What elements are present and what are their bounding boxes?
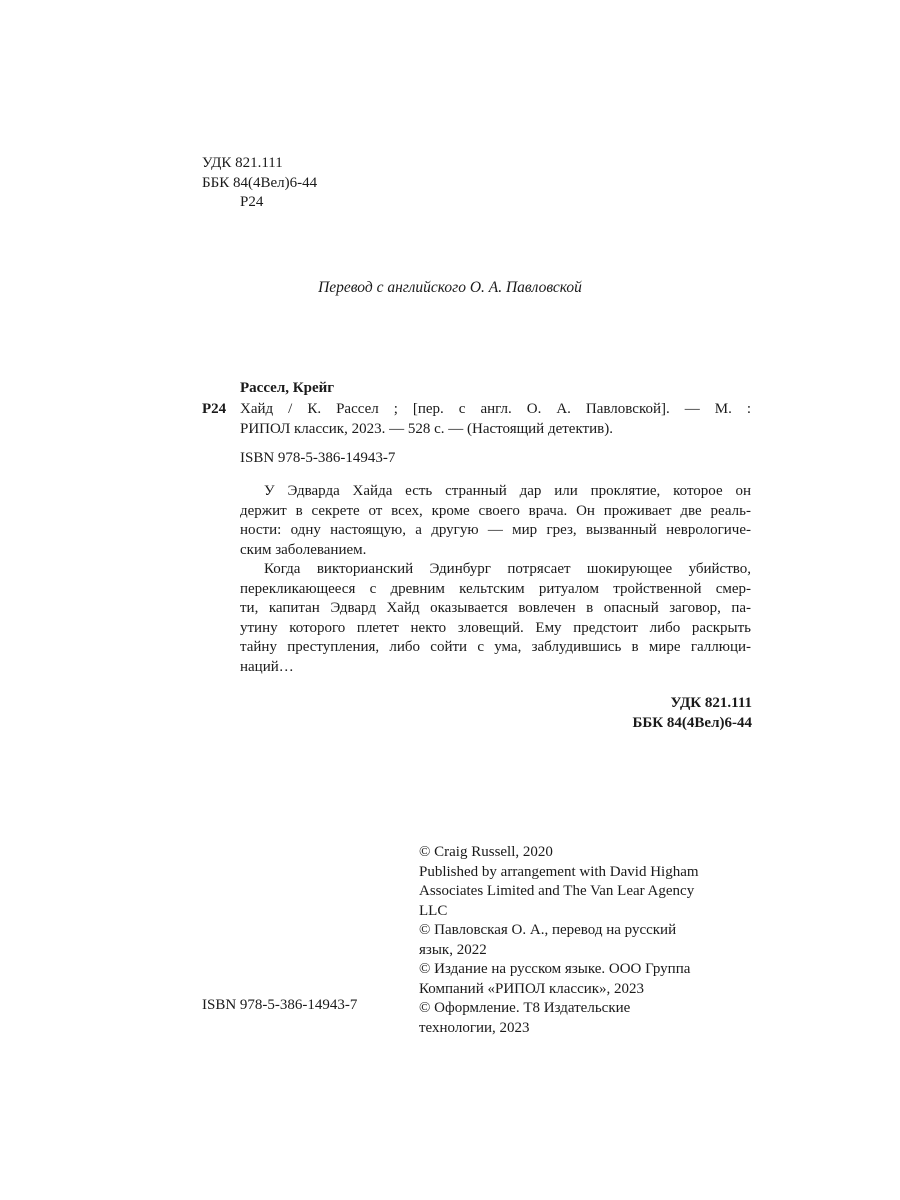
catalog-mark: Р24 <box>202 401 227 417</box>
udk-code: УДК 821.111 <box>202 155 283 171</box>
annotation-line: держит в секрете от всех, кроме своего врача. Он проживает две реаль- <box>240 502 751 519</box>
copyright-line: технологии, 2023 <box>419 1019 530 1036</box>
annotation-line: ти, капитан Эдвард Хайд оказывается вовлечен в опасный заговор, па- <box>240 600 751 616</box>
annotation-line: У Эдварда Хайда есть странный дар или проклятие, которое он <box>264 483 751 499</box>
copyright-line: Published by arrangement with David Higham <box>419 863 699 880</box>
classification-codes-top <box>202 154 317 213</box>
translator-note: Перевод с английского О. А. Павловской <box>318 279 582 296</box>
copyright-line: LLC <box>419 902 448 919</box>
copyright-line: Associates Limited and The Van Lear Agency <box>419 883 695 899</box>
udk-code: УДК 821.111 <box>670 695 752 711</box>
annotation-line: ности: одну настоящую, а другую — мир грез, вызванный неврологиче- <box>240 522 751 538</box>
annotation-line: ским заболеванием. <box>240 541 367 558</box>
bibliographic-description <box>240 400 751 439</box>
description-line: Хайд / К. Рассел ; [пер. с англ. О. А. Павловской]. — М. : <box>240 401 751 417</box>
copyright-line: язык, 2022 <box>419 941 487 958</box>
copyright-line: © Craig Russell, 2020 <box>419 844 553 860</box>
isbn-record: ISBN 978-5-386-14943-7 <box>240 450 396 466</box>
copyright-line: Компаний «РИПОЛ классик», 2023 <box>419 980 645 997</box>
description-line: РИПОЛ классик, 2023. — 528 с. — (Настоящий детектив). <box>240 420 613 437</box>
classification-codes-bottom <box>520 694 752 733</box>
annotation-line: перекликающееся с древним кельтским ритуалом тройственной смер- <box>240 580 751 597</box>
copyright-line: © Издание на русском языке. ООО Группа <box>419 961 691 977</box>
annotation-line: наций… <box>240 658 294 675</box>
annotation-line: тайну преступления, либо сойти с ума, заблудившись в мире галлюци- <box>240 639 751 655</box>
isbn-footer: ISBN 978-5-386-14943-7 <box>202 997 358 1013</box>
copyright-line: © Оформление. Т8 Издательские <box>419 1000 631 1016</box>
annotation-line: Когда викторианский Эдинбург потрясает шокирующее убийство, <box>264 561 751 577</box>
annotation <box>240 482 751 677</box>
copyright-block <box>419 843 749 1038</box>
author-heading: Рассел, Крейг <box>240 380 335 396</box>
bbk-code: ББК 84(4Вел)6-44 <box>202 174 318 191</box>
author-mark: Р24 <box>240 194 264 210</box>
annotation-line: утину которого плетет некто зловещий. Ему предстоит либо раскрыть <box>240 619 751 636</box>
copyright-line: © Павловская О. А., перевод на русский <box>419 922 677 938</box>
bbk-code: ББК 84(4Вел)6-44 <box>632 714 752 731</box>
